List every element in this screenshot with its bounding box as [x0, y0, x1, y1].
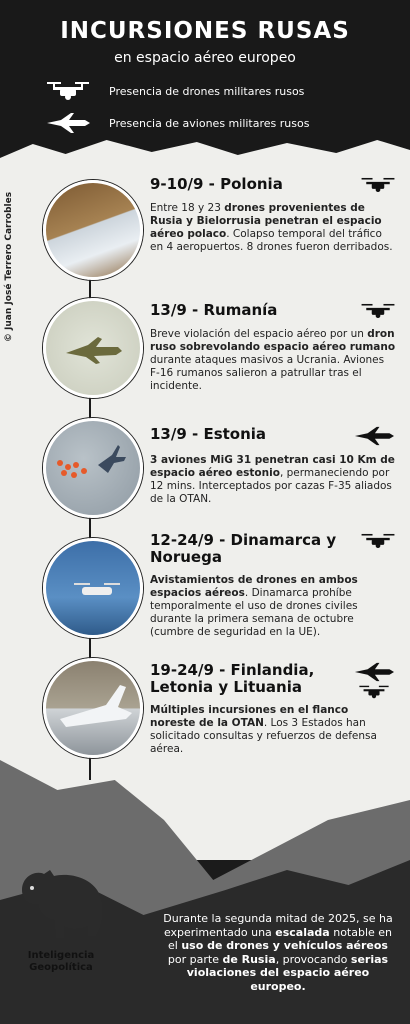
entry-rumania	[150, 302, 396, 393]
photo-polonia	[43, 180, 143, 280]
page-subtitle: en espacio aéreo europeo	[114, 50, 296, 66]
legend-drones	[45, 80, 304, 102]
jet-icon	[352, 426, 396, 446]
drone-icon	[45, 80, 91, 102]
bear-logo	[14, 860, 110, 944]
org-name: Inteligencia Geopolítica	[27, 950, 95, 973]
entry-description: Entre 18 y 23 drones provenientes de Rusia y Bielorrusia penetran el espacio aéreo polaco. Colapso temporal del tráfico en 4 aeropuertos. 8 drones fueron derribados.	[150, 202, 393, 253]
entry-polonia	[150, 176, 396, 254]
photo-finlandia	[43, 658, 143, 758]
entry-description: 3 aviones MiG 31 penetran casi 10 Km de espacio aéreo estonio, permaneciendo por 12 mins. Interceptados por cazas F-35 aliados de la OTAN.	[150, 454, 395, 505]
drone-icon	[360, 532, 396, 550]
legend-planes-label: Presencia de aviones militares rusos	[109, 116, 310, 130]
author-credit: © Juan José Terrero Carrobles	[4, 191, 14, 343]
footer-summary: Durante la segunda mitad de 2025, se ha experimentado una escalada notable en el uso de drones y vehículos aéreos por parte de Rusia, provocando serias violaciones del espacio aéreo europeo.	[163, 912, 393, 993]
entry-title: 13/9 - Estonia	[150, 425, 267, 443]
jet-icon	[45, 112, 91, 134]
legend-drones-label: Presencia de drones militares rusos	[109, 84, 305, 98]
entry-title: 19-24/9 - Finlandia, Letonia y Lituania	[150, 661, 315, 696]
photo-rumania	[43, 298, 143, 398]
entry-finlandia	[150, 662, 396, 756]
legend-planes	[45, 112, 309, 134]
drone-icon	[360, 176, 396, 194]
jet-icon	[352, 662, 396, 682]
entry-description: Breve violación del espacio aéreo por un dron ruso sobrevolando espacio aéreo rumano durante ataques masivos a Ucrania. Aviones F-16 rumanos salieron a patrullar tras el incidente.	[150, 328, 396, 392]
entry-dinamarca	[150, 532, 396, 639]
entry-description: Múltiples incursiones en el flanco noreste de la OTAN. Los 3 Estados han solicitado consultas y refuerzos de defensa aérea.	[150, 704, 377, 755]
drone-icon	[358, 684, 390, 700]
page-title: INCURSIONES RUSAS	[60, 18, 350, 44]
drone-icon	[360, 302, 396, 320]
entry-title: 12-24/9 - Dinamarca y Noruega	[150, 531, 337, 566]
entry-estonia	[150, 426, 396, 506]
entry-description: Avistamientos de drones en ambos espacios aéreos. Dinamarca prohíbe temporalmente el uso de drones civiles durante la primera semana de octubre (cumbre de seguridad en la UE).	[150, 574, 358, 638]
entry-title: 13/9 - Rumanía	[150, 301, 278, 319]
photo-dinamarca	[43, 538, 143, 638]
photo-estonia	[43, 418, 143, 518]
entry-title: 9-10/9 - Polonia	[150, 175, 283, 193]
